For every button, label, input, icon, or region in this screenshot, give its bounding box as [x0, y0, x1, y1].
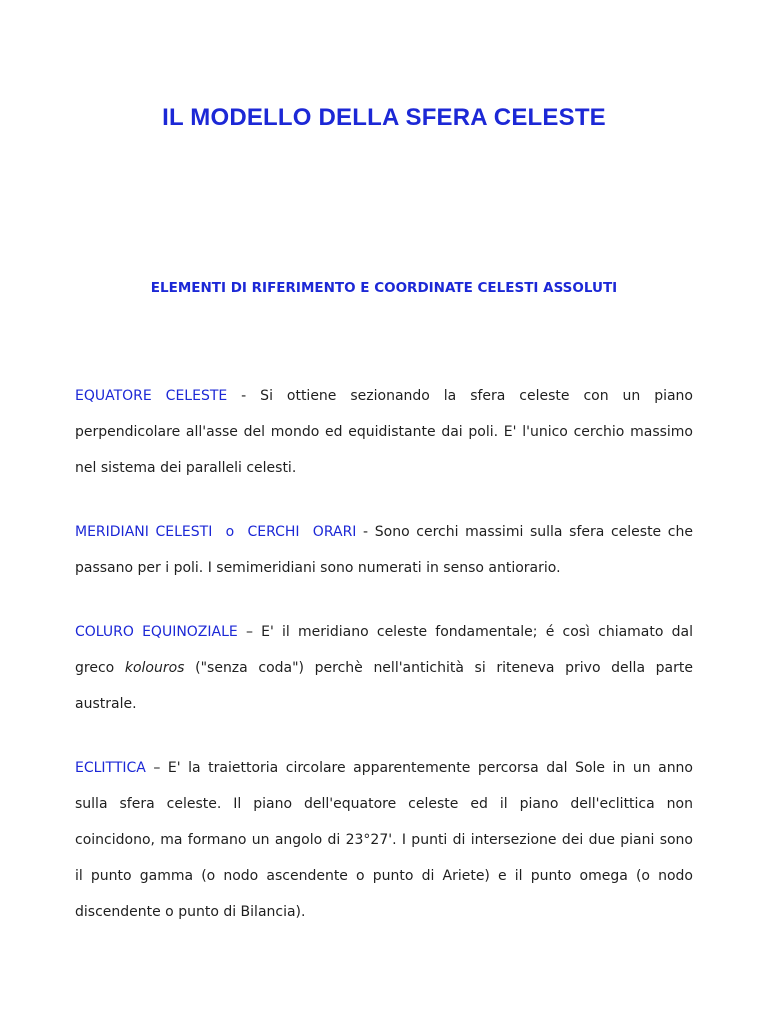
- document-title: IL MODELLO DELLA SFERA CELESTE: [162, 104, 606, 131]
- document-body: [75, 378, 693, 958]
- paragraph-meridiani-celesti: [75, 514, 693, 586]
- definition-text: – E' la traiettoria circolare apparentemente percorsa dal Sole in un anno sulla sfera celeste. Il piano dell'equatore celeste ed il piano dell'eclittica non coincidono, ma formano un angolo di 23°27'. I punti di intersezione dei due piani sono il punto gamma (o nodo ascendente o punto di Ariete) e il punto omega (o nodo discendente o punto di Bilancia).: [75, 760, 693, 920]
- term-eclittica: ECLITTICA: [75, 760, 146, 776]
- document-subtitle: ELEMENTI DI RIFERIMENTO E COORDINATE CELESTI ASSOLUTI: [150, 280, 618, 296]
- term-equatore-celeste: EQUATORE CELESTE: [75, 388, 228, 404]
- term-meridiani-celesti: MERIDIANI CELESTI o CERCHI ORARI: [75, 524, 357, 540]
- greek-word: kolouros: [124, 660, 185, 676]
- paragraph-equatore-celeste: [75, 378, 693, 486]
- paragraph-eclittica: [75, 750, 693, 930]
- definition-text: - Si ottiene sezionando la sfera celeste con un piano perpendicolare all'asse del mondo ed equidistante dai poli. E' l'unico cerchio massimo nel sistema dei paralleli celesti.: [75, 388, 693, 476]
- term-coluro-equinoziale: COLURO EQUINOZIALE: [75, 624, 238, 640]
- paragraph-coluro-equinoziale: [75, 614, 693, 722]
- definition-text: - Sono cerchi massimi sulla sfera celeste che passano per i poli. I semimeridiani sono numerati in senso antiorario.: [75, 524, 693, 576]
- definition-text-continued: ("senza coda") perchè nell'antichità si riteneva privo della parte australe.: [75, 660, 693, 712]
- definition-text: – E' il meridiano celeste fondamentale; é così chiamato dal greco: [75, 624, 693, 676]
